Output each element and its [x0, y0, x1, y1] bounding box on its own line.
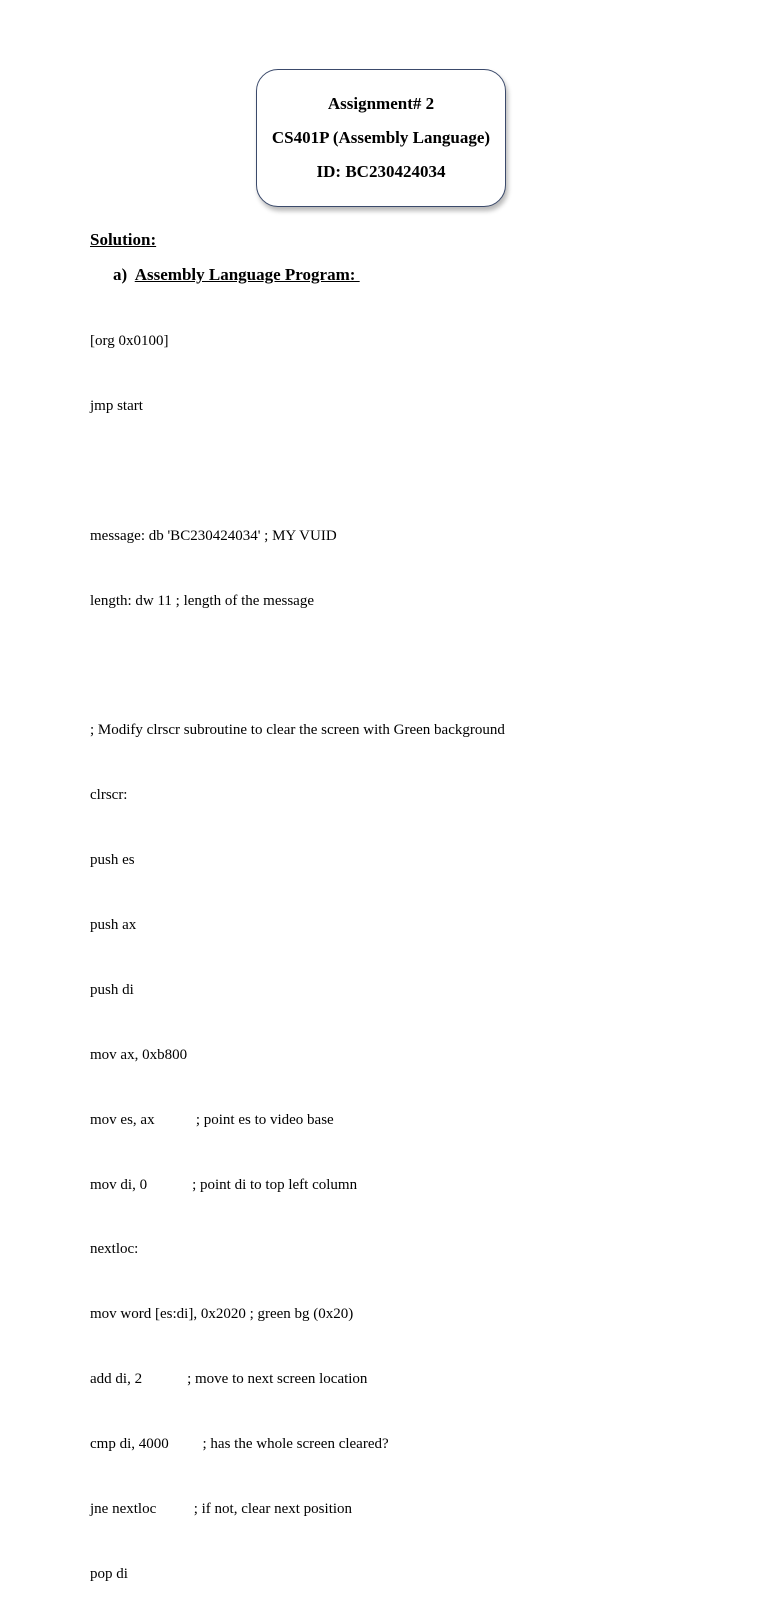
solution-heading: Solution: [90, 230, 157, 249]
code-line [90, 461, 505, 492]
code-line: push di [90, 981, 134, 998]
assignment-title: Assignment# 2 [327, 94, 435, 113]
student-id: ID: BC230424034 [316, 162, 446, 181]
part-title: Assembly Language Program: [134, 265, 360, 284]
code-line: length: dw 11 ; length of the message [90, 592, 314, 609]
code-line: mov word [es:di], 0x2020 ; green bg (0x20) [90, 1306, 354, 1323]
code-line: cmp di, 4000 ; has the whole screen cleared? [90, 1436, 389, 1453]
code-line [90, 655, 505, 686]
code-line: [org 0x0100] [90, 333, 169, 349]
code-line: nextloc: [90, 1241, 139, 1258]
code-line: message: db 'BC230424034' ; MY VUID [90, 527, 337, 544]
code-line: mov es, ax ; point es to video base [90, 1111, 334, 1128]
part-a-heading [113, 265, 360, 285]
course-name: CS401P (Assembly Language) [271, 128, 491, 147]
code-line: mov ax, 0xb800 [90, 1046, 188, 1063]
code-line: push ax [90, 917, 137, 934]
code-line: add di, 2 ; move to next screen location [90, 1371, 368, 1388]
code-line: push es [90, 852, 135, 869]
part-marker: a) [113, 265, 128, 284]
code-line: pop di [90, 1565, 128, 1582]
code-line: ; Modify clrscr subroutine to clear the screen with Green background [90, 722, 505, 739]
code-line: jne nextloc ; if not, clear next position [90, 1501, 353, 1518]
code-listing [90, 297, 505, 1612]
code-line: mov di, 0 ; point di to top left column [90, 1176, 358, 1193]
code-line: jmp start [90, 397, 143, 414]
code-line: clrscr: [90, 787, 128, 804]
title-box [256, 69, 506, 207]
